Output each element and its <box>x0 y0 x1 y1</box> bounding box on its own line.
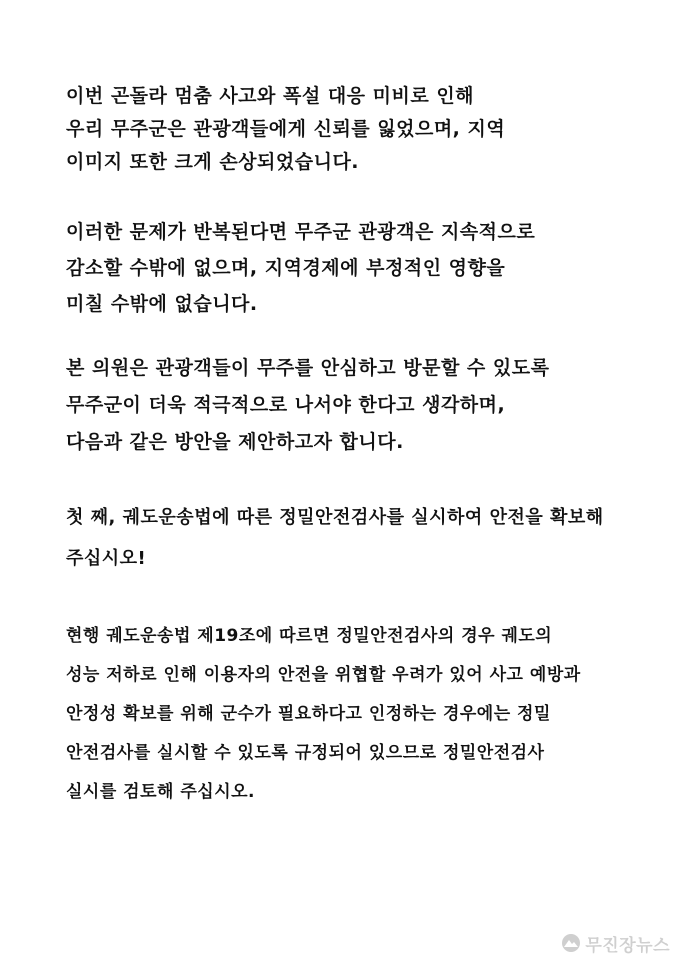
text-line: 실시를 검토해 주십시오. <box>66 782 256 802</box>
paragraph-4-proposal-heading <box>66 497 622 579</box>
watermark <box>561 930 670 956</box>
text-line: 이미지 또한 크게 손상되었습니다. <box>66 151 360 173</box>
watermark-text: 무진장뉴스 <box>585 935 670 956</box>
text-line: 첫 째, 궤도운송법에 따른 정밀안전검사를 실시하여 안전을 확보해 <box>66 507 604 528</box>
text-line: 미칠 수밖에 없습니다. <box>66 293 258 315</box>
text-line: 본 의원은 관광객들이 무주를 안심하고 방문할 수 있도록 <box>66 357 550 379</box>
text-line: 성능 저하로 인해 이용자의 안전을 위협할 우려가 있어 사고 예방과 <box>66 665 581 685</box>
text-line: 다음과 같은 방안을 제안하고자 합니다. <box>66 431 404 453</box>
mountain-logo-icon <box>561 933 581 953</box>
text-line: 안정성 확보를 위해 군수가 필요하다고 인정하는 경우에는 정밀 <box>66 704 551 724</box>
text-line: 감소할 수밖에 없으며, 지역경제에 부정적인 영향을 <box>66 257 506 279</box>
text-line: 현행 궤도운송법 제19조에 따르면 정밀안전검사의 경우 궤도의 <box>66 626 553 646</box>
text-line: 주십시오! <box>66 548 147 569</box>
text-line: 무주군이 더욱 적극적으로 나서야 한다고 생각하며, <box>66 394 506 416</box>
paragraph-5 <box>66 617 622 812</box>
text-line: 우리 무주군은 관광객들에게 신뢰를 잃었으며, 지역 <box>66 118 506 140</box>
paragraph-2 <box>66 214 622 322</box>
text-line: 안전검사를 실시할 수 있도록 규정되어 있으므로 정밀안전검사 <box>66 743 545 763</box>
paragraph-3 <box>66 350 622 461</box>
text-line: 이러한 문제가 반복된다면 무주군 관광객은 지속적으로 <box>66 221 536 243</box>
text-line: 이번 곤돌라 멈춤 사고와 폭설 대응 미비로 인해 <box>66 85 475 107</box>
paragraph-1 <box>66 80 622 179</box>
